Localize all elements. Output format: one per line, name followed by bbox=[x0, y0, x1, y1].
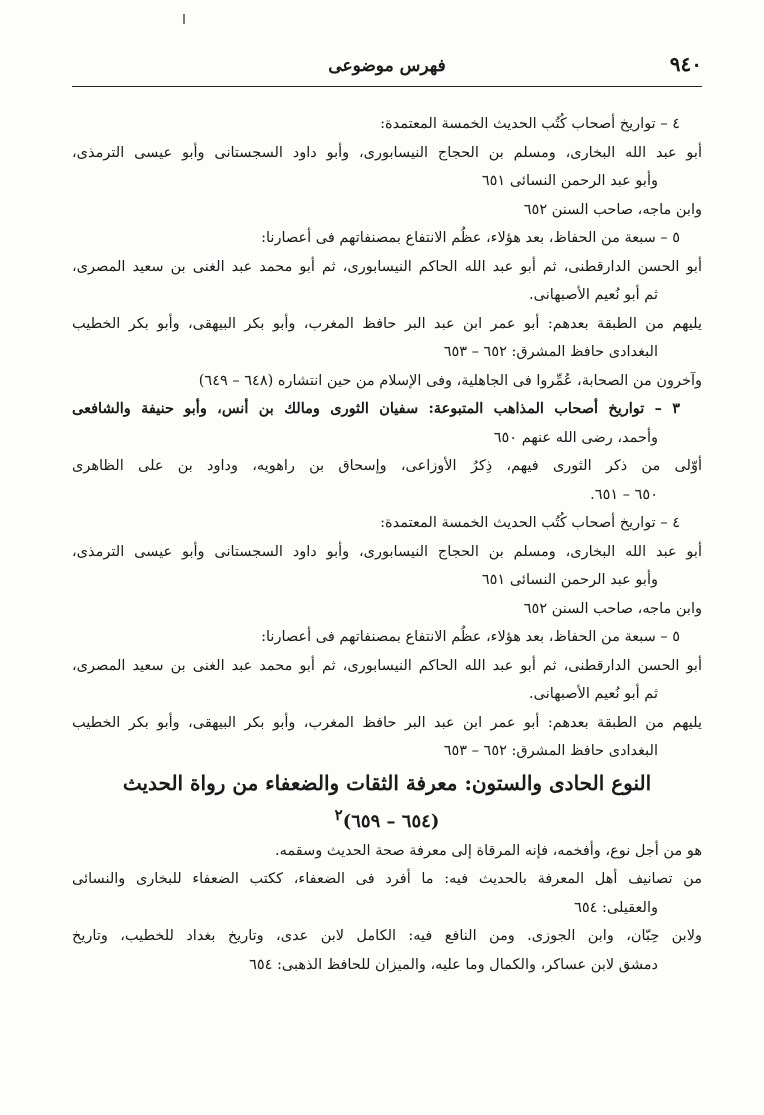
running-head: فهرس موضوعى bbox=[328, 56, 446, 76]
page-number: ٩٤٠ bbox=[669, 52, 702, 76]
text-line: ولابن حِبّان، وابن الجوزى. ومن النافع فيه: الكامل لابن عدى، وتاريخ بغداد للخطيب، وتاريخ bbox=[72, 928, 702, 944]
text-line: أبو عبد الله البخارى، ومسلم بن الحجاج النيسابورى، وأبو داود السجستانى وأبو عيسى الترمذى، bbox=[72, 144, 702, 161]
scan-mark bbox=[183, 14, 185, 24]
page-body bbox=[72, 110, 702, 979]
text-line: وأبو عبد الرحمن النسائى ٦٥١ bbox=[481, 572, 658, 588]
text-line: ثم أبو نُعيم الأصبهانى. bbox=[529, 287, 658, 303]
text-line: والعقيلى: ٦٥٤ bbox=[574, 899, 658, 916]
text-line: يليهم من الطبقة بعدهم: أبو عمر ابن عبد البر حافظ المغرب، وأبو بكر البيهقى، وأبو بكر الخطيب bbox=[72, 714, 702, 731]
text-line: ٤ – تواريخ أصحاب كُتُب الحديث الخمسة المعتمدة: bbox=[380, 116, 680, 132]
text-line: ٦٥٠ – ٦٥١. bbox=[590, 486, 658, 503]
text-line: وآخرون من الصحابة، عُمِّروا فى الجاهلية، وفى الإسلام من حين انتشاره (٦٤٨ – ٦٤٩) bbox=[198, 372, 702, 389]
text-line: أوّلى من ذكر الثورى فيهم، ذِكرُ الأوزاعى، وإسحاق بن راهويه، وداود بن على الظاهرى bbox=[72, 458, 702, 474]
text-line: أبو الحسن الدارقطنى، ثم أبو عبد الله الحاكم النيسابورى، ثم أبو محمد عبد الغنى بن سعيد المصرى، bbox=[72, 258, 702, 275]
text-line: يليهم من الطبقة بعدهم: أبو عمر ابن عبد البر حافظ المغرب، وأبو بكر البيهقى، وأبو بكر الخطيب bbox=[72, 315, 702, 332]
text-line: أبو عبد الله البخارى، ومسلم بن الحجاج النيسابورى، وأبو داود السجستانى وأبو عيسى الترمذى، bbox=[72, 543, 702, 560]
text-line: البغدادى حافظ المشرق: ٦٥٢ – ٦٥٣ bbox=[443, 344, 658, 360]
footnote-marker: ٢ bbox=[334, 805, 343, 824]
text-line: من تصانيف أهل المعرفة بالحديث فيه: ما أفرد فى الضعفاء، ككتب الضعفاء للبخارى والنسائى bbox=[72, 871, 702, 887]
text-line: وابن ماجه، صاحب السنن ٦٥٢ bbox=[523, 600, 702, 617]
section-heading-range bbox=[72, 800, 702, 837]
text-line: ٤ – تواريخ أصحاب كُتُب الحديث الخمسة المعتمدة: bbox=[380, 515, 680, 531]
heading-range: (٦٥٤ – ٦٥٩) bbox=[342, 810, 440, 832]
text-line: ٥ – سبعة من الحفاظ، بعد هؤلاء، عظُم الانتفاع بمصنفاتهم فى أعصارنا: bbox=[261, 230, 680, 246]
text-line: ٥ – سبعة من الحفاظ، بعد هؤلاء، عظُم الانتفاع بمصنفاتهم فى أعصارنا: bbox=[261, 629, 680, 645]
text-line: وأبو عبد الرحمن النسائى ٦٥١ bbox=[481, 173, 658, 189]
text-line: وابن ماجه، صاحب السنن ٦٥٢ bbox=[523, 201, 702, 218]
page-header bbox=[72, 52, 702, 87]
text-line: وأحمد، رضى الله عنهم ٦٥٠ bbox=[493, 429, 658, 446]
text-line: أبو الحسن الدارقطنى، ثم أبو عبد الله الحاكم النيسابورى، ثم أبو محمد عبد الغنى بن سعيد المصرى، bbox=[72, 657, 702, 674]
text-line: ٣ – تواريخ أصحاب المذاهب المتبوعة: سفيان الثورى ومالك بن أنس، وأبو حنيفة والشافعى bbox=[72, 400, 680, 417]
section-heading: النوع الحادى والستون: معرفة الثقات والضعفاء من رواة الحديث bbox=[122, 770, 652, 795]
text-line: هو من أجل نوع، وأفخمه، فإنه المرقاة إلى معرفة صحة الحديث وسقمه. bbox=[275, 842, 702, 859]
text-line: ثم أبو نُعيم الأصبهانى. bbox=[529, 686, 658, 702]
text-line: البغدادى حافظ المشرق: ٦٥٢ – ٦٥٣ bbox=[443, 743, 658, 759]
text-line: دمشق لابن عساكر، والكمال وما عليه، والميزان للحافظ الذهبى: ٦٥٤ bbox=[249, 956, 658, 973]
